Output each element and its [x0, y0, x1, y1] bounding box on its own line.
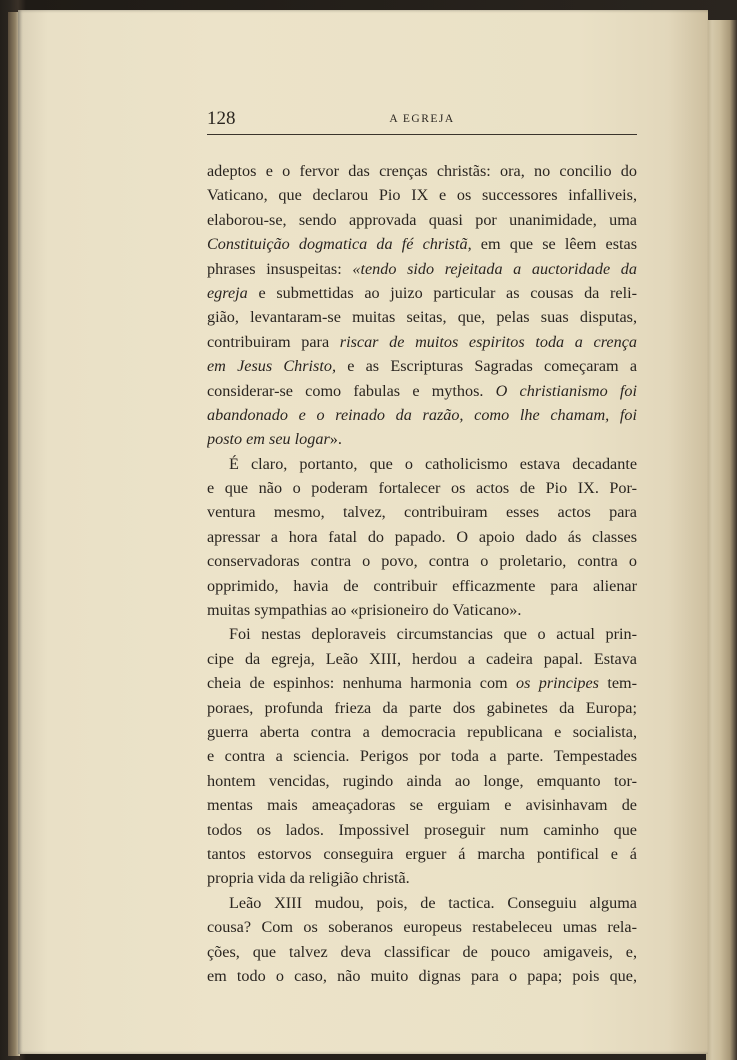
text-line [207, 793, 637, 817]
text-line [207, 208, 637, 232]
italic-text: posto em seu logar [207, 430, 330, 449]
text-line [207, 720, 637, 744]
text-line [207, 330, 637, 354]
body-text [207, 159, 637, 988]
text-line [207, 964, 637, 988]
text-segment: Foi nestas deploraveis circumstancias que o actual prin- [229, 625, 637, 644]
text-segment: mentas mais ameaçadoras se erguiam e avisinhavam de [207, 796, 637, 815]
text-line [207, 842, 637, 866]
text-segment: cousa? Com os soberanos europeus restabeleceu umas rela- [207, 918, 637, 937]
text-segment: cheia de espinhos: nenhuma harmonia com [207, 674, 516, 693]
text-line [207, 549, 637, 573]
text-segment: contribuiram para [207, 332, 340, 351]
italic-text: abandonado e o reinado da razão, como lhe chamam, foi [207, 405, 637, 424]
text-line [207, 866, 637, 890]
text-line [207, 305, 637, 329]
text-segment: guerra aberta contra a democracia republicana e socialista, [207, 722, 637, 741]
text-segment: todos os lados. Impossivel proseguir num caminho que [207, 820, 637, 839]
text-segment: em todo o caso, não muito dignas para o papa; pois que, [207, 966, 637, 985]
text-line [207, 622, 637, 646]
text-line [207, 159, 637, 183]
text-segment: elaborou-se, sendo approvada quasi por unanimidade, uma [207, 210, 637, 229]
text-segment: adeptos e o fervor das crenças christãs: ora, no concilio do [207, 162, 637, 180]
text-line [207, 671, 637, 695]
text-segment: gião, levantaram-se muitas seitas, que, pelas suas disputas, [207, 308, 637, 327]
text-segment: e as Escripturas Sagradas começaram a [336, 357, 637, 376]
text-segment: conservadoras contra o povo, contra o proletario, contra o [207, 552, 637, 571]
text-segment: muitas sympathias ao «prisioneiro do Vaticano». [207, 601, 522, 620]
next-page-edge [706, 20, 737, 1060]
italic-text: Constituição dogmatica da fé christã, [207, 235, 472, 254]
text-line [207, 598, 637, 622]
text-segment: Vaticano, que declarou Pio IX e os successores infalliveis, [207, 186, 637, 205]
italic-text: em Jesus Christo, [207, 357, 336, 376]
text-line [207, 500, 637, 524]
text-line [207, 379, 637, 403]
text-line [207, 354, 637, 378]
italic-text: os principes [516, 674, 599, 693]
text-segment: tem- [598, 674, 637, 693]
text-line [207, 427, 637, 451]
text-segment: e contra a sciencia. Perigos por toda a parte. Tempestades [207, 747, 637, 766]
text-segment: É claro, portanto, que o catholicismo estava decadante [229, 454, 637, 473]
text-line [207, 891, 637, 915]
text-segment: propria vida da religião christã. [207, 869, 410, 888]
text-line [207, 525, 637, 549]
text-segment: ventura mesmo, talvez, contribuiram esses actos para [207, 503, 637, 522]
text-segment: apressar a hora fatal do papado. O apoio dado ás classes [207, 527, 637, 546]
text-line [207, 183, 637, 207]
text-line [207, 476, 637, 500]
text-line [207, 647, 637, 671]
text-line [207, 281, 637, 305]
text-line [207, 818, 637, 842]
text-segment: cipe da egreja, Leão XIII, herdou a cadeira papal. Estava [207, 649, 637, 668]
italic-text: «tendo sido rejeitada a auctoridade da [352, 259, 637, 278]
page-number: 128 [207, 108, 236, 129]
text-segment: considerar-se como fabulas e mythos. [207, 381, 496, 400]
text-line [207, 744, 637, 768]
text-segment: ». [329, 430, 342, 449]
text-line [207, 257, 637, 281]
running-title: A EGREJA [389, 113, 455, 125]
text-segment: em que se lêem estas [471, 235, 637, 254]
text-line [207, 403, 637, 427]
italic-text: egreja [207, 283, 248, 302]
text-segment: e submettidas ao juizo particular as cousas da reli- [247, 283, 637, 302]
text-segment: phrases insuspeitas: [207, 259, 353, 278]
text-segment: opprimido, havia de contribuir efficazmente para alienar [207, 576, 637, 595]
text-segment: ções, que talvez deva classificar de pouco amigaveis, e, [207, 942, 637, 961]
italic-text: O christianismo foi [495, 381, 637, 400]
text-segment: Leão XIII mudou, pois, de tactica. Conseguiu alguma [229, 893, 637, 912]
text-segment: tantos estorvos conseguira erguer á marcha pontifical e á [207, 844, 637, 863]
text-line [207, 452, 637, 476]
text-line [207, 232, 637, 256]
text-segment: hontem vencidas, rugindo ainda ao longe, emquanto tor- [207, 771, 637, 790]
text-segment: e que não o poderam fortalecer os actos de Pio IX. Por- [207, 479, 637, 498]
italic-text: riscar de muitos espiritos toda a crença [339, 332, 637, 351]
running-header [207, 108, 637, 135]
text-line [207, 696, 637, 720]
text-segment: poraes, profunda frieza da parte dos gabinetes da Europa; [207, 698, 637, 717]
text-line [207, 574, 637, 598]
text-line [207, 915, 637, 939]
text-line [207, 769, 637, 793]
text-line [207, 940, 637, 964]
